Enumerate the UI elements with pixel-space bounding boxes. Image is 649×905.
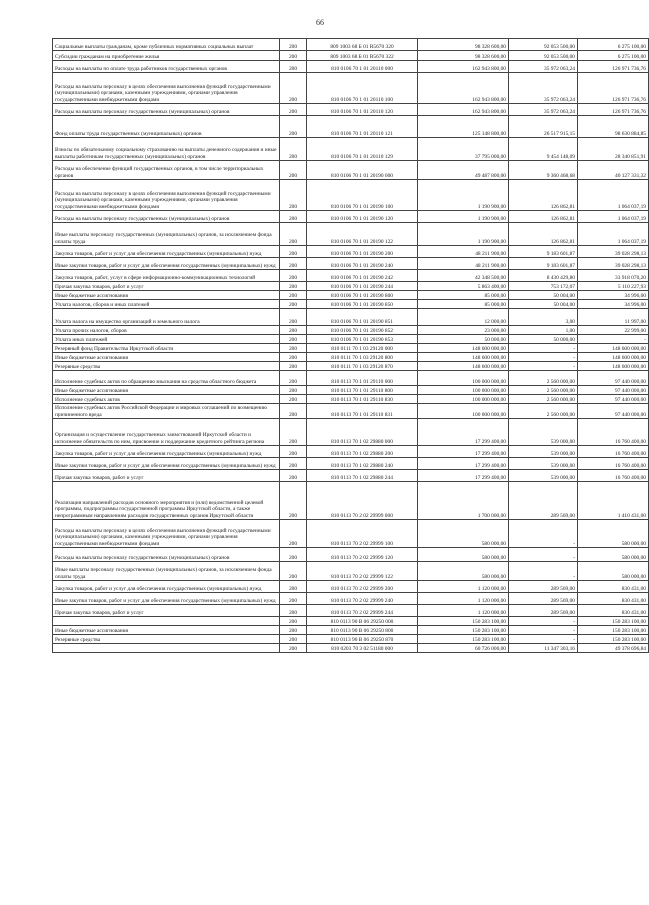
row-name: Иные закупки товаров, работ и услуг для обеспечения государственных (муниципальных) нужд: [53, 258, 280, 270]
row-approved-amount: 85 000,00: [418, 300, 509, 309]
row-line-code: 200: [280, 161, 307, 180]
row-line-code: 200: [280, 419, 307, 446]
row-remaining-amount: 580 000,00: [578, 548, 649, 562]
row-line-code: 200: [280, 344, 307, 353]
row-budget-code: 810 0113 90 В 06 29250 870: [307, 635, 418, 644]
row-executed-amount: -: [509, 344, 578, 353]
table-row: [53, 562, 649, 581]
row-name: Резервные средства: [53, 635, 280, 644]
row-budget-code: 810 0113 70 1 02 29880 240: [307, 458, 418, 470]
row-name: Резервные средства: [53, 362, 280, 371]
table-row: [53, 291, 649, 300]
row-remaining-amount: 33 918 070,20: [578, 270, 649, 282]
row-name: Уплата иных платежей: [53, 335, 280, 344]
row-remaining-amount: 16 760 400,00: [578, 470, 649, 482]
row-budget-code: 809 1003 68 Б 01 R5670 320: [307, 39, 418, 51]
row-budget-code: 810 0113 70 1 01 29110 831: [307, 404, 418, 419]
row-executed-amount: 539 000,00: [509, 458, 578, 470]
row-executed-amount: 753 172,07: [509, 282, 578, 291]
row-line-code: 200: [280, 73, 307, 104]
table-row: [53, 395, 649, 404]
table-body: [53, 39, 649, 653]
table-row: [53, 548, 649, 562]
table-row: [53, 282, 649, 291]
row-approved-amount: 85 000,00: [418, 291, 509, 300]
row-budget-code: 810 0113 70 2 02 29999 200: [307, 581, 418, 593]
row-budget-code: 810 0113 70 1 01 29110 830: [307, 395, 418, 404]
row-executed-amount: 11 347 303,16: [509, 644, 578, 653]
row-name: Расходы на обеспечение функций государственных органов, в том числе территориальных органов: [53, 161, 280, 180]
row-line-code: 200: [280, 39, 307, 51]
row-executed-amount: 92 053 500,00: [509, 39, 578, 51]
row-executed-amount: 126 862,81: [509, 223, 578, 246]
row-budget-code: 810 0113 70 1 01 29110 800: [307, 386, 418, 395]
row-name: Уплата налогов, сборов и иных платежей: [53, 300, 280, 309]
table-row: [53, 39, 649, 51]
row-line-code: 200: [280, 617, 307, 626]
row-approved-amount: 1 120 000,00: [418, 581, 509, 593]
row-name: Прочая закупка товаров, работ и услуг: [53, 605, 280, 617]
table-row: [53, 581, 649, 593]
row-line-code: 200: [280, 223, 307, 246]
table-row: [53, 482, 649, 520]
row-approved-amount: 148 600 000,00: [418, 362, 509, 371]
page-number: 66: [316, 18, 324, 27]
row-line-code: 200: [280, 282, 307, 291]
row-name: Уплата налога на имущество организаций и земельного налога: [53, 309, 280, 326]
row-line-code: 200: [280, 326, 307, 335]
row-executed-amount: 289 569,00: [509, 593, 578, 605]
row-approved-amount: 1 190 900,00: [418, 223, 509, 246]
row-remaining-amount: 97 440 000,00: [578, 395, 649, 404]
table-row: [53, 104, 649, 116]
row-line-code: 200: [280, 548, 307, 562]
row-line-code: 200: [280, 270, 307, 282]
row-approved-amount: 1 190 900,00: [418, 211, 509, 223]
row-budget-code: 810 0106 70 1 01 20190 853: [307, 335, 418, 344]
row-approved-amount: 150 283 100,00: [418, 626, 509, 635]
table-row: [53, 386, 649, 395]
table-row: [53, 300, 649, 309]
row-budget-code: 810 0113 70 2 02 29999 100: [307, 520, 418, 548]
row-remaining-amount: -: [578, 335, 649, 344]
row-name: Расходы на выплаты персоналу государственных (муниципальных) органов: [53, 104, 280, 116]
row-name: Закупка товаров, работ и услуг для обеспечения государственных (муниципальных) нужд: [53, 446, 280, 458]
table-row: [53, 180, 649, 211]
row-remaining-amount: 49 378 696,84: [578, 644, 649, 653]
row-line-code: 200: [280, 562, 307, 581]
row-name: Закупка товаров, работ, услуг в сфере информационно-коммуникационных технологий: [53, 270, 280, 282]
row-name: Иные бюджетные ассигнования: [53, 353, 280, 362]
row-line-code: 200: [280, 104, 307, 116]
row-approved-amount: 60 726 000,00: [418, 644, 509, 653]
row-line-code: 200: [280, 404, 307, 419]
row-budget-code: 810 0106 70 1 01 20190 122: [307, 223, 418, 246]
row-remaining-amount: 97 440 000,00: [578, 371, 649, 386]
row-executed-amount: 50 004,00: [509, 300, 578, 309]
row-approved-amount: 48 211 900,00: [418, 258, 509, 270]
row-approved-amount: 5 863 400,00: [418, 282, 509, 291]
row-remaining-amount: 6 275 100,00: [578, 51, 649, 61]
row-line-code: 200: [280, 362, 307, 371]
row-name: Закупка товаров, работ и услуг для обеспечения государственных (муниципальных) нужд: [53, 246, 280, 258]
row-remaining-amount: 97 440 000,00: [578, 404, 649, 419]
row-line-code: 200: [280, 258, 307, 270]
row-executed-amount: -: [509, 548, 578, 562]
row-line-code: 200: [280, 61, 307, 73]
row-name: Организация и осуществление государственных заимствований Иркутской области и исполнение обязательств по ним, присвоение и поддержание кредитного рейтинга региона: [53, 419, 280, 446]
row-line-code: 200: [280, 458, 307, 470]
row-budget-code: 810 0113 70 1 02 29880 244: [307, 470, 418, 482]
row-budget-code: 810 0111 70 1 03 29120 000: [307, 344, 418, 353]
row-line-code: 200: [280, 291, 307, 300]
row-name: Реализация направлений расходов основного мероприятия и (или) ведомственной целевой программы, подпрограммы государственной программы Иркутской области, а также непрограммным направлениям расходов государственных органов Иркутской области: [53, 482, 280, 520]
row-remaining-amount: 580 000,00: [578, 520, 649, 548]
row-line-code: 200: [280, 180, 307, 211]
budget-execution-table: [52, 38, 649, 653]
row-budget-code: 810 0113 90 В 06 29250 000: [307, 617, 418, 626]
row-remaining-amount: 126 971 736,76: [578, 61, 649, 73]
row-name: Иные бюджетные ассигнования: [53, 386, 280, 395]
row-name: Расходы на выплаты по оплате труда работников государственных органов: [53, 61, 280, 73]
row-remaining-amount: 830 431,00: [578, 581, 649, 593]
table-row: [53, 326, 649, 335]
row-approved-amount: 150 283 100,00: [418, 635, 509, 644]
row-remaining-amount: 126 971 736,76: [578, 104, 649, 116]
row-remaining-amount: 16 760 400,00: [578, 446, 649, 458]
row-name: Закупка товаров, работ и услуг для обеспечения государственных (муниципальных) нужд: [53, 581, 280, 593]
row-remaining-amount: 97 440 000,00: [578, 386, 649, 395]
table-row: [53, 617, 649, 626]
row-approved-amount: 17 299 400,00: [418, 458, 509, 470]
row-approved-amount: 162 943 800,00: [418, 61, 509, 73]
row-executed-amount: -: [509, 353, 578, 362]
row-executed-amount: 2 560 000,00: [509, 386, 578, 395]
row-executed-amount: -: [509, 562, 578, 581]
row-approved-amount: 48 211 900,00: [418, 246, 509, 258]
row-executed-amount: 126 862,81: [509, 211, 578, 223]
table-row: [53, 116, 649, 138]
row-approved-amount: 162 943 800,00: [418, 104, 509, 116]
row-name: Взносы по обязательному социальному страхованию на выплаты денежного содержания и иные выплаты работникам государственных (муниципальных) органов: [53, 138, 280, 161]
table-row: [53, 644, 649, 653]
row-approved-amount: 17 299 400,00: [418, 419, 509, 446]
row-approved-amount: 100 000 000,00: [418, 386, 509, 395]
row-executed-amount: 9 183 601,87: [509, 246, 578, 258]
row-remaining-amount: 1 064 037,19: [578, 223, 649, 246]
row-name: Расходы на выплаты персоналу в целях обеспечения выполнения функций государственными (муниципальными) органами, казенными учреждениями, органами управления государственными внебюджетными фондами: [53, 520, 280, 548]
table-row: [53, 270, 649, 282]
row-approved-amount: 50 000,00: [418, 335, 509, 344]
row-executed-amount: 539 000,00: [509, 419, 578, 446]
row-executed-amount: 35 972 063,24: [509, 61, 578, 73]
table-row: [53, 309, 649, 326]
row-approved-amount: 17 299 400,00: [418, 446, 509, 458]
row-budget-code: 810 0113 70 1 02 29880 200: [307, 446, 418, 458]
row-executed-amount: 35 972 063,24: [509, 104, 578, 116]
row-remaining-amount: 1 410 431,00: [578, 482, 649, 520]
table-row: [53, 246, 649, 258]
row-line-code: 200: [280, 246, 307, 258]
row-name: Социальные выплаты гражданам, кроме публичных нормативных социальных выплат: [53, 39, 280, 51]
table-row: [53, 593, 649, 605]
row-executed-amount: 289 569,00: [509, 482, 578, 520]
row-remaining-amount: 40 127 331,32: [578, 161, 649, 180]
row-approved-amount: 1 190 900,00: [418, 180, 509, 211]
row-remaining-amount: 148 600 000,00: [578, 353, 649, 362]
row-executed-amount: 9 454 148,09: [509, 138, 578, 161]
row-line-code: 200: [280, 371, 307, 386]
row-name: Иные закупки товаров, работ и услуг для обеспечения государственных (муниципальных) нужд: [53, 458, 280, 470]
row-line-code: 200: [280, 520, 307, 548]
row-name: Иные выплаты персоналу государственных (муниципальных) органов, за исключением фонда оплаты труда: [53, 562, 280, 581]
row-line-code: 200: [280, 644, 307, 653]
row-executed-amount: 3,00: [509, 309, 578, 326]
row-remaining-amount: 11 997,00: [578, 309, 649, 326]
row-budget-code: 810 0106 70 1 01 20110 121: [307, 116, 418, 138]
row-budget-code: 810 0106 70 1 01 20190 244: [307, 282, 418, 291]
row-name: Расходы на выплаты персоналу в целях обеспечения выполнения функций государственными (муниципальными) органами, казенными учреждениями, органами управления государственными внебюджетными фондами: [53, 180, 280, 211]
row-approved-amount: 12 000,00: [418, 309, 509, 326]
row-remaining-amount: 148 600 000,00: [578, 344, 649, 353]
row-remaining-amount: 1 064 037,19: [578, 211, 649, 223]
row-name: Прочая закупка товаров, работ и услуг: [53, 282, 280, 291]
row-executed-amount: -: [509, 362, 578, 371]
row-name: Расходы на выплаты персоналу в целях обеспечения выполнения функций государственными (муниципальными) органами, казенными учреждениями, органами управления государственными внебюджетными фондами: [53, 73, 280, 104]
row-name: Иные выплаты персоналу государственных (муниципальных) органов, за исключением фонда оплаты труда: [53, 223, 280, 246]
table-row: [53, 61, 649, 73]
table-row: [53, 458, 649, 470]
row-budget-code: 810 0106 70 1 01 20190 120: [307, 211, 418, 223]
row-budget-code: 810 0111 70 1 03 29120 870: [307, 362, 418, 371]
row-budget-code: 810 0113 90 В 06 29250 800: [307, 626, 418, 635]
row-budget-code: 810 0106 70 1 01 20190 240: [307, 258, 418, 270]
row-name: [53, 617, 280, 626]
row-executed-amount: 2 560 000,00: [509, 395, 578, 404]
table-row: [53, 362, 649, 371]
row-name: Фонд оплаты труда государственных (муниципальных) органов: [53, 116, 280, 138]
row-executed-amount: 92 053 500,00: [509, 51, 578, 61]
row-approved-amount: 42 348 500,00: [418, 270, 509, 282]
row-budget-code: 810 0106 70 1 01 20110 000: [307, 61, 418, 73]
table-row: [53, 635, 649, 644]
row-approved-amount: 148 600 000,00: [418, 344, 509, 353]
row-executed-amount: 9 360 468,68: [509, 161, 578, 180]
row-executed-amount: 1,00: [509, 326, 578, 335]
row-name: Уплата прочих налогов, сборов: [53, 326, 280, 335]
row-budget-code: 810 0106 70 1 01 20190 800: [307, 291, 418, 300]
table-row: [53, 223, 649, 246]
row-remaining-amount: 150 283 100,00: [578, 617, 649, 626]
row-executed-amount: -: [509, 626, 578, 635]
row-budget-code: 810 0113 70 2 02 29999 244: [307, 605, 418, 617]
row-name: Субсидии гражданам на приобретение жилья: [53, 51, 280, 61]
row-approved-amount: 49 487 800,00: [418, 161, 509, 180]
row-approved-amount: 1 700 000,00: [418, 482, 509, 520]
row-name: Исполнение судебных актов Российской Федерации и мировых соглашений по возмещению причиненного вреда: [53, 404, 280, 419]
table-row: [53, 371, 649, 386]
row-line-code: 200: [280, 635, 307, 644]
table-row: [53, 51, 649, 61]
row-approved-amount: 580 000,00: [418, 520, 509, 548]
row-line-code: 200: [280, 335, 307, 344]
row-approved-amount: 125 148 800,00: [418, 116, 509, 138]
row-executed-amount: 126 862,81: [509, 180, 578, 211]
row-line-code: 200: [280, 51, 307, 61]
row-name: Иные бюджетные ассигнования: [53, 291, 280, 300]
row-remaining-amount: 150 283 100,00: [578, 626, 649, 635]
row-line-code: 200: [280, 138, 307, 161]
row-budget-code: 810 0106 70 1 01 20110 129: [307, 138, 418, 161]
row-line-code: 200: [280, 116, 307, 138]
row-remaining-amount: 1 064 037,19: [578, 180, 649, 211]
table-row: [53, 470, 649, 482]
row-line-code: 200: [280, 386, 307, 395]
row-name: Иные закупки товаров, работ и услуг для обеспечения государственных (муниципальных) нужд: [53, 593, 280, 605]
row-executed-amount: 35 972 063,24: [509, 73, 578, 104]
row-approved-amount: 580 000,00: [418, 562, 509, 581]
row-budget-code: 810 0106 70 1 01 20190 852: [307, 326, 418, 335]
table-row: [53, 73, 649, 104]
table-row: [53, 626, 649, 635]
row-remaining-amount: 148 600 000,00: [578, 362, 649, 371]
table-row: [53, 211, 649, 223]
table-row: [53, 605, 649, 617]
row-budget-code: 810 0106 70 1 01 20110 100: [307, 73, 418, 104]
row-remaining-amount: 150 283 100,00: [578, 635, 649, 644]
row-budget-code: 810 0113 70 1 02 29880 000: [307, 419, 418, 446]
row-remaining-amount: 5 110 227,93: [578, 282, 649, 291]
row-approved-amount: 150 283 100,00: [418, 617, 509, 626]
row-line-code: 200: [280, 581, 307, 593]
row-executed-amount: 9 183 601,87: [509, 258, 578, 270]
row-approved-amount: 98 328 600,00: [418, 39, 509, 51]
row-budget-code: 809 1003 68 Б 01 R5670 322: [307, 51, 418, 61]
row-executed-amount: 8 430 429,80: [509, 270, 578, 282]
row-budget-code: 810 0106 70 1 01 20190 100: [307, 180, 418, 211]
row-executed-amount: 50 000,00: [509, 335, 578, 344]
table-row: [53, 161, 649, 180]
row-line-code: 200: [280, 482, 307, 520]
row-executed-amount: 26 517 915,15: [509, 116, 578, 138]
table-row: [53, 446, 649, 458]
row-line-code: 200: [280, 211, 307, 223]
row-executed-amount: -: [509, 520, 578, 548]
row-line-code: 200: [280, 626, 307, 635]
row-remaining-amount: 39 028 298,13: [578, 258, 649, 270]
row-approved-amount: 23 000,00: [418, 326, 509, 335]
row-line-code: 200: [280, 605, 307, 617]
row-line-code: 200: [280, 470, 307, 482]
table-row: [53, 344, 649, 353]
row-name: Исполнение судебных актов по обращению взыскания на средства областного бюджета: [53, 371, 280, 386]
table-row: [53, 419, 649, 446]
table-row: [53, 138, 649, 161]
row-remaining-amount: 16 760 400,00: [578, 419, 649, 446]
row-approved-amount: 162 943 800,00: [418, 73, 509, 104]
row-budget-code: 810 0106 70 1 01 20190 200: [307, 246, 418, 258]
table-row: [53, 335, 649, 344]
row-approved-amount: 148 600 000,00: [418, 353, 509, 362]
row-approved-amount: 17 299 400,00: [418, 470, 509, 482]
row-remaining-amount: 22 999,00: [578, 326, 649, 335]
row-remaining-amount: 6 275 100,00: [578, 39, 649, 51]
table-row: [53, 404, 649, 419]
row-budget-code: 810 0113 70 2 02 29999 122: [307, 562, 418, 581]
table-row: [53, 520, 649, 548]
row-remaining-amount: 830 431,00: [578, 593, 649, 605]
row-executed-amount: -: [509, 635, 578, 644]
row-budget-code: 810 0106 70 1 01 20190 850: [307, 300, 418, 309]
row-executed-amount: -: [509, 617, 578, 626]
row-line-code: 200: [280, 353, 307, 362]
row-name: Расходы на выплаты персоналу государственных (муниципальных) органов: [53, 548, 280, 562]
row-budget-code: 810 0113 70 2 02 29999 000: [307, 482, 418, 520]
row-executed-amount: 539 000,00: [509, 470, 578, 482]
row-remaining-amount: 126 971 736,76: [578, 73, 649, 104]
row-budget-code: 810 0203 70 3 02 51180 000: [307, 644, 418, 653]
row-name: Расходы на выплаты персоналу государственных (муниципальных) органов: [53, 211, 280, 223]
row-budget-code: 810 0106 70 1 01 20190 000: [307, 161, 418, 180]
row-executed-amount: 2 560 000,00: [509, 371, 578, 386]
row-remaining-amount: 98 630 884,85: [578, 116, 649, 138]
row-approved-amount: 100 000 000,00: [418, 404, 509, 419]
row-name: Иные бюджетные ассигнования: [53, 626, 280, 635]
row-budget-code: 810 0106 70 1 01 20110 120: [307, 104, 418, 116]
row-budget-code: 810 0113 70 2 02 29999 120: [307, 548, 418, 562]
row-line-code: 200: [280, 446, 307, 458]
row-budget-code: 810 0113 70 2 02 29999 240: [307, 593, 418, 605]
row-approved-amount: 100 000 000,00: [418, 371, 509, 386]
row-approved-amount: 37 795 000,00: [418, 138, 509, 161]
row-approved-amount: 1 120 000,00: [418, 593, 509, 605]
row-name: Исполнение судебных актов: [53, 395, 280, 404]
row-line-code: 200: [280, 309, 307, 326]
row-name: Резервный фонд Правительства Иркутской области: [53, 344, 280, 353]
row-remaining-amount: 28 340 851,91: [578, 138, 649, 161]
row-budget-code: 810 0106 70 1 01 20190 242: [307, 270, 418, 282]
row-budget-code: 810 0111 70 1 03 29120 800: [307, 353, 418, 362]
row-line-code: 200: [280, 395, 307, 404]
row-approved-amount: 580 000,00: [418, 548, 509, 562]
row-executed-amount: 50 004,00: [509, 291, 578, 300]
row-approved-amount: 98 328 600,00: [418, 51, 509, 61]
row-remaining-amount: 580 000,00: [578, 562, 649, 581]
row-executed-amount: 289 569,00: [509, 581, 578, 593]
row-executed-amount: 289 569,00: [509, 605, 578, 617]
row-remaining-amount: 34 996,00: [578, 291, 649, 300]
table-row: [53, 353, 649, 362]
row-approved-amount: 100 000 000,00: [418, 395, 509, 404]
row-line-code: 200: [280, 593, 307, 605]
row-budget-code: 810 0106 70 1 01 20190 851: [307, 309, 418, 326]
row-executed-amount: 539 000,00: [509, 446, 578, 458]
row-remaining-amount: 830 431,00: [578, 605, 649, 617]
table-row: [53, 258, 649, 270]
row-line-code: 200: [280, 300, 307, 309]
row-name: Прочая закупка товаров, работ и услуг: [53, 470, 280, 482]
row-remaining-amount: 34 996,00: [578, 300, 649, 309]
row-budget-code: 810 0113 70 1 01 29110 000: [307, 371, 418, 386]
row-remaining-amount: 39 028 298,13: [578, 246, 649, 258]
row-executed-amount: 2 560 000,00: [509, 404, 578, 419]
row-approved-amount: 1 120 000,00: [418, 605, 509, 617]
row-name: [53, 644, 280, 653]
row-remaining-amount: 16 760 400,00: [578, 458, 649, 470]
